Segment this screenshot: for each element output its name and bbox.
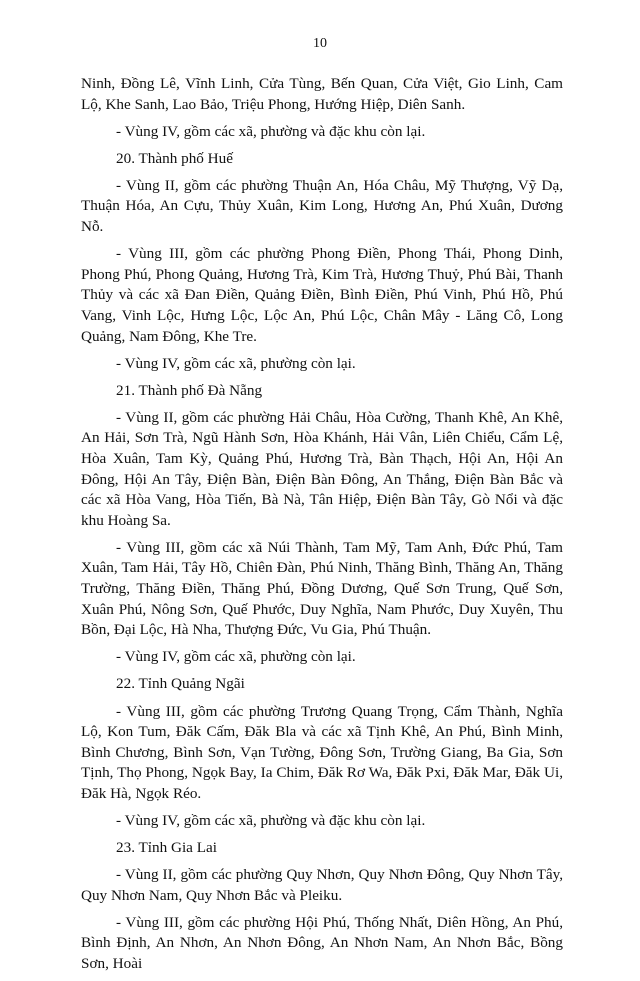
section-heading-quang-ngai: 22. Tỉnh Quảng Ngãi	[116, 675, 245, 693]
paragraph-zone-ii: - Vùng II, gồm các phường Hải Châu, Hòa Cường, Thanh Khê, An Khê, An Hải, Sơn Trà, Ngũ Hành Sơn, Hòa Khánh, Hải Vân, Liên Chiểu, Cẩm Lệ, Hòa Xuân, Tam Kỳ, Quảng Phú, Hương Trà, Bàn Thạch, Hội An, Hội An Đông, Hội An Tây, Điện Bàn, Điện Bàn Đông, An Thắng, Điện Bàn Bắc và các xã Hòa Vang, Hòa Tiến, Bà Nà, Tân Hiệp, Điện Bàn Tây, Gò Nổi và đặc khu Hoàng Sa.	[81, 408, 563, 529]
paragraph-zone-ii: - Vùng II, gồm các phường Quy Nhơn, Quy Nhơn Đông, Quy Nhơn Tây, Quy Nhơn Nam, Quy Nhơn Bắc và Pleiku.	[81, 866, 563, 904]
paragraph-zone-iii: - Vùng III, gồm các xã Núi Thành, Tam Mỹ, Tam Anh, Đức Phú, Tam Xuân, Tam Hải, Tây Hồ, Chiên Đàn, Phú Ninh, Thăng Bình, Thăng An, Thăng Trường, Thăng Điền, Thăng Phú, Đồng Dương, Quế Sơn Trung, Quế Sơn, Xuân Phú, Nông Sơn, Quế Phước, Duy Nghĩa, Nam Phước, Duy Xuyên, Thu Bồn, Đại Lộc, Hà Nha, Thượng Đức, Vu Gia, Phú Thuận.	[81, 538, 563, 639]
paragraph-zone-iii: - Vùng III, gồm các phường Trương Quang Trọng, Cẩm Thành, Nghĩa Lộ, Kon Tum, Đăk Cấm, Đăk Bla và các xã Tịnh Khê, An Phú, Bình Minh, Bình Chương, Bình Sơn, Vạn Tường, Đông Sơn, Trường Giang, Ba Gia, Sơn Tịnh, Thọ Phong, Ngọk Bay, Ia Chim, Đăk Rơ Wa, Đăk Pxi, Đăk Mar, Đăk Ui, Đăk Hà, Ngọk Réo.	[81, 702, 563, 802]
paragraph-zone-iv: - Vùng IV, gồm các xã, phường còn lại.	[116, 354, 356, 372]
document-body	[81, 74, 563, 981]
section-heading-hue: 20. Thành phố Huế	[116, 149, 233, 167]
page-number: 10	[313, 36, 327, 51]
section-heading-gia-lai: 23. Tỉnh Gia Lai	[116, 839, 217, 857]
paragraph-zone-iv: - Vùng IV, gồm các xã, phường và đặc khu còn lại.	[116, 812, 426, 829]
paragraph-zone-iv: - Vùng IV, gồm các xã, phường và đặc khu còn lại.	[116, 122, 426, 140]
paragraph-zone-ii: - Vùng II, gồm các phường Thuận An, Hóa Châu, Mỹ Thượng, Vỹ Dạ, Thuận Hóa, An Cựu, Thủy Xuân, Kim Long, Hương An, Phú Xuân, Dương Nỗ.	[81, 176, 563, 236]
paragraph-zone-iv: - Vùng IV, gồm các xã, phường còn lại.	[116, 648, 356, 666]
paragraph-continuation: Ninh, Đồng Lê, Vĩnh Linh, Cửa Tùng, Bến Quan, Cửa Việt, Gio Linh, Cam Lộ, Khe Sanh, Lao Bảo, Triệu Phong, Hướng Hiệp, Diên Sanh.	[81, 75, 563, 113]
section-heading-da-nang: 21. Thành phố Đà Nẵng	[116, 381, 263, 399]
paragraph-zone-iii: - Vùng III, gồm các phường Phong Điền, Phong Thái, Phong Dinh, Phong Phú, Phong Quảng, Hương Trà, Kim Trà, Hương Thuỷ, Phú Bài, Thanh Thủy và các xã Đan Điền, Quảng Điền, Bình Điền, Phú Vinh, Phú Hồ, Phú Vang, Vinh Lộc, Hưng Lộc, Lộc An, Phú Lộc, Chân Mây - Lăng Cô, Long Quảng, Nam Đông, Khe Tre.	[81, 245, 563, 345]
paragraph-zone-iii: - Vùng III, gồm các phường Hội Phú, Thống Nhất, Diên Hồng, An Phú, Bình Định, An Nhơn, An Nhơn Đông, An Nhơn Nam, An Nhơn Bắc, Bồng Sơn, Hoài	[81, 913, 563, 973]
